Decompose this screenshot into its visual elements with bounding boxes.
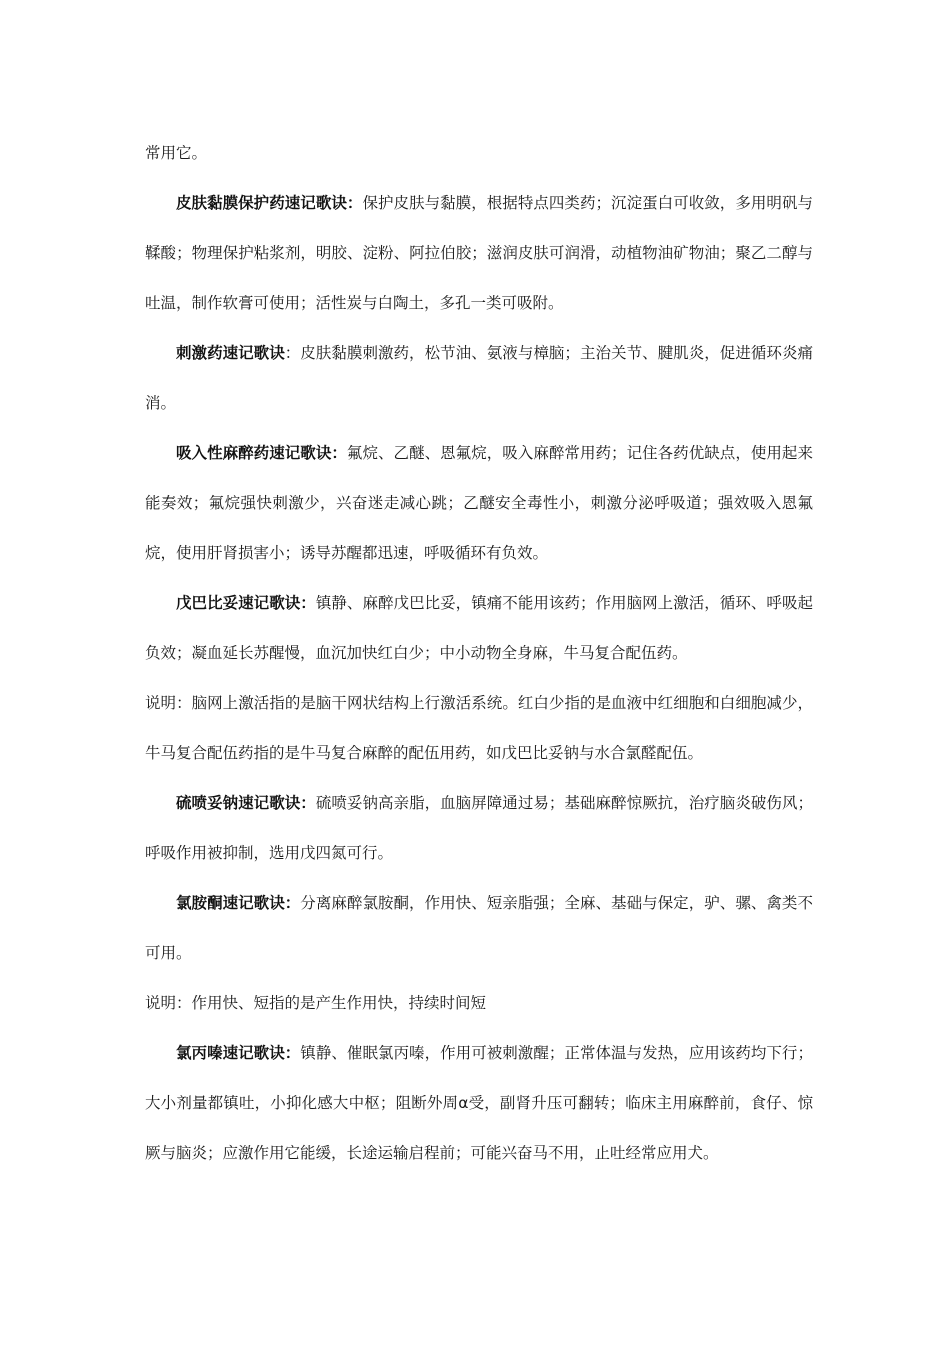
paragraph-text: 保护皮肤与黏膜，根据特点四类药；沉淀蛋白可收敛，多用明矾与鞣酸；物理保护粘浆剂，明胶、淀粉、阿拉伯胶；滋润皮肤可润滑，动植物油矿物油；聚乙二醇与吐温，制作软膏可使用；活性炭与白陶土，多孔一类可吸附。	[145, 194, 813, 312]
paragraph-text: 镇静、麻醉戊巴比妥，镇痛不能用该药；作用脑网上激活，循环、呼吸起负效；凝血延长苏醒慢，血沉加快红白少；中小动物全身麻，牛马复合配伍药。	[145, 594, 813, 662]
paragraph-inhalation-anesthetics	[145, 428, 813, 578]
paragraph-heading: 氯丙嗪速记歌诀：	[176, 1044, 301, 1062]
paragraph-continuation	[145, 128, 813, 178]
paragraph-text: 镇静、催眠氯丙嗪，作用可被刺激醒；正常体温与发热，应用该药均下行；大小剂量都镇吐，小抑化感大中枢；阻断外周α受，副肾升压可翻转；临床主用麻醉前，食仔、惊厥与脑炎；应激作用它能缓，长途运输启程前；可能兴奋马不用，止吐经常应用犬。	[145, 1044, 813, 1162]
paragraph-note-ketamine	[145, 978, 813, 1028]
paragraph-text: ：皮肤黏膜刺激药，松节油、氨液与樟脑；主治关节、腱肌炎，促进循环炎痛消。	[145, 344, 813, 412]
paragraph-heading: 戊巴比妥速记歌诀：	[176, 594, 316, 612]
paragraph-text: 常用它。	[145, 144, 208, 162]
paragraph-heading: 刺激药速记歌诀	[176, 344, 285, 362]
paragraph-text: 氟烷、乙醚、恩氟烷，吸入麻醉常用药；记住各药优缺点，使用起来能奏效；氟烷强快刺激少，兴奋迷走减心跳；乙醚安全毒性小，刺激分泌呼吸道；强效吸入恩氟烷，使用肝肾损害小；诱导苏醒都迅速，呼吸循环有负效。	[145, 444, 813, 562]
paragraph-heading: 氯胺酮速记歌诀：	[176, 894, 301, 912]
paragraph-text: 说明：脑网上激活指的是脑干网状结构上行激活系统。红白少指的是血液中红细胞和白细胞减少，牛马复合配伍药指的是牛马复合麻醉的配伍用药，如戊巴比妥钠与水合氯醛配伍。	[145, 694, 813, 762]
document-body	[145, 128, 813, 1178]
paragraph-text: 说明：作用快、短指的是产生作用快，持续时间短	[145, 994, 487, 1012]
paragraph-heading: 硫喷妥钠速记歌诀：	[176, 794, 316, 812]
paragraph-heading: 皮肤黏膜保护药速记歌诀：	[176, 194, 363, 212]
paragraph-chlorpromazine	[145, 1028, 813, 1178]
paragraph-ketamine	[145, 878, 813, 978]
paragraph-pentobarbital	[145, 578, 813, 678]
paragraph-note-pentobarbital	[145, 678, 813, 778]
paragraph-irritants	[145, 328, 813, 428]
paragraph-thiopental	[145, 778, 813, 878]
paragraph-heading: 吸入性麻醉药速记歌诀：	[176, 444, 347, 462]
paragraph-text: 分离麻醉氯胺酮，作用快、短亲脂强；全麻、基础与保定，驴、骡、禽类不可用。	[145, 894, 813, 962]
paragraph-skin-mucosa-protectants	[145, 178, 813, 328]
paragraph-text: 硫喷妥钠高亲脂，血脑屏障通过易；基础麻醉惊厥抗，治疗脑炎破伤风；呼吸作用被抑制，选用戊四氮可行。	[145, 794, 813, 862]
